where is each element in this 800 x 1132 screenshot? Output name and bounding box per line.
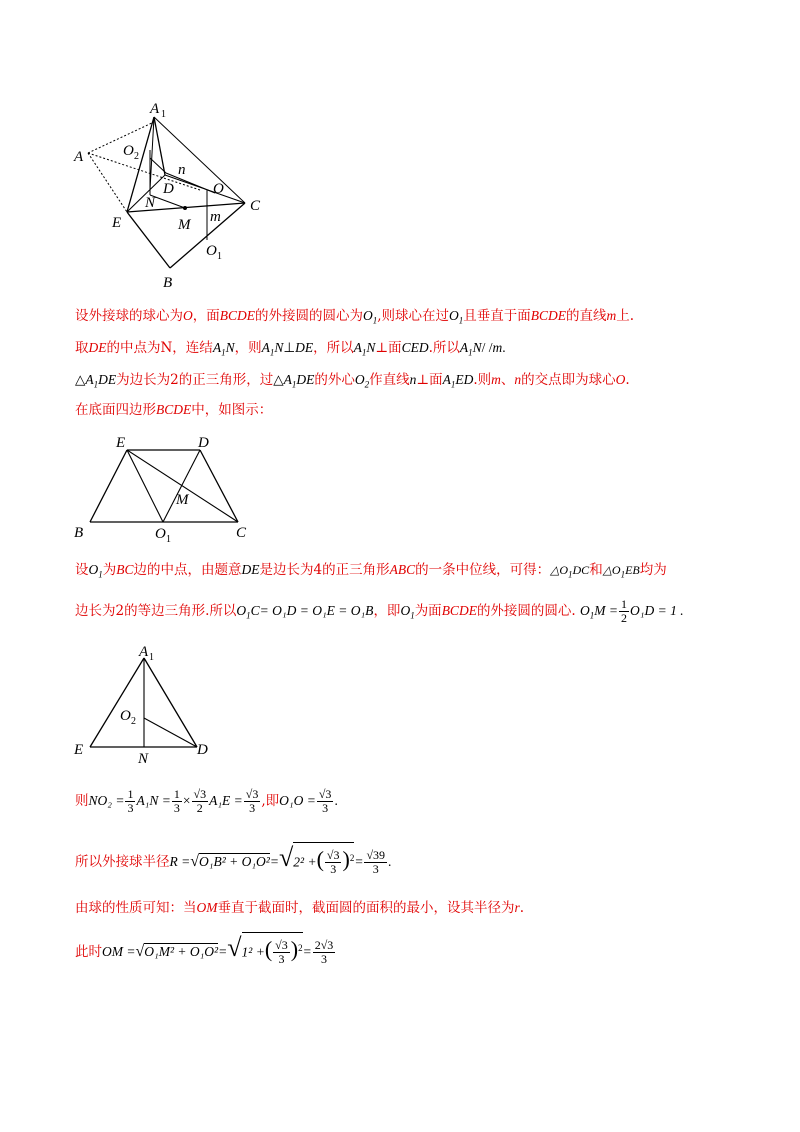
label-C: C — [250, 198, 261, 214]
label-E: E — [116, 435, 126, 451]
paragraph-3: $\triangle A_1DE$为边长为2的正三角形，过$\triangle A_1DE$的外心$O_2$作直线n⊥面$A_1ED$.则m、n的交点即为球心O. — [75, 372, 630, 390]
paragraph-5: 设$O_1$为BC边的中点，由题意DE是边长为4的正三角形ABC的一条中位线，可得：$\triangle O_1DC$和$\triangle O_1EB$均为 — [75, 562, 667, 580]
label-E: E — [74, 742, 84, 758]
label-O2: O — [120, 708, 131, 724]
label-D: D — [197, 742, 208, 758]
label-A1: A — [150, 101, 160, 117]
paragraph-4: 在底面四边形BCDE中，如图示： — [75, 402, 273, 418]
paragraph-8: 所以外接球半径R =√O₁B² + O₁O²=√2² +( $\frac{√3}{3}$ )$^2$= $\frac{√39}{3}$ . — [75, 843, 392, 876]
paragraph-9: 由球的性质可知：当OM垂直于截面时，截面圆的面积的最小，设其半径为r. — [75, 900, 525, 916]
label-C: C — [236, 525, 247, 541]
label-D: D — [163, 181, 174, 197]
label-n: n — [178, 162, 186, 178]
paragraph-2: 取DE的中点为N，连结$A_1N$，则$A_1N\perp DE$，所以$A_1N\perp$面CED.所以$A_1N/$ /m. — [75, 340, 506, 358]
paragraph-6: 边长为2的等边三角形.所以$O_1C= O_1D = O_1E = O_1B$，即$O_1$为面BCDE的外接圆的圆心. $O_1M$ = $\frac{1}{2}$ O₁D = 1 . — [75, 597, 684, 625]
label-A: A — [74, 149, 84, 165]
paragraph-1: 设外接球的球心为O，面BCDE的外接圆的圆心为$O_1$,则球心在过$O_1$且垂直于面BCDE的直线m上. — [75, 308, 635, 326]
figure-3d-solid — [70, 95, 280, 295]
paragraph-10: 此时OM =√O₁M² + O₁O²=√1² +( $\frac{√3}{3}$ )$^2$= $\frac{2√3}{3}$ — [75, 933, 334, 966]
label-N: N — [138, 751, 149, 767]
svg-text:1: 1 — [161, 109, 166, 120]
label-D: D — [198, 435, 209, 451]
label-B: B — [163, 275, 173, 291]
svg-text:2: 2 — [134, 151, 139, 162]
svg-text:1: 1 — [166, 534, 171, 545]
svg-text:1: 1 — [217, 251, 222, 262]
label-A1: A — [139, 644, 149, 660]
label-B: B — [74, 525, 84, 541]
label-M: M — [176, 492, 189, 508]
label-O1: O — [206, 243, 217, 259]
label-E: E — [112, 215, 122, 231]
figure-triangle — [70, 638, 240, 768]
figure-trapezoid — [70, 430, 260, 545]
label-M: M — [178, 217, 191, 233]
label-O: O — [213, 181, 224, 197]
label-O1: O — [155, 526, 166, 542]
label-m: m — [210, 209, 221, 225]
svg-text:2: 2 — [131, 716, 136, 727]
svg-text:1: 1 — [149, 652, 154, 663]
label-N: N — [145, 195, 156, 211]
paragraph-7: 则NO₂ = $\frac{1}{3}$ A₁N = $\frac{1}{3}$ × $\frac{√3}{2}$ A₁E = $\frac{√3}{3}$ ,即O₁O = $\frac{√3}{3}$ . — [75, 787, 338, 815]
label-O2: O — [123, 143, 134, 159]
